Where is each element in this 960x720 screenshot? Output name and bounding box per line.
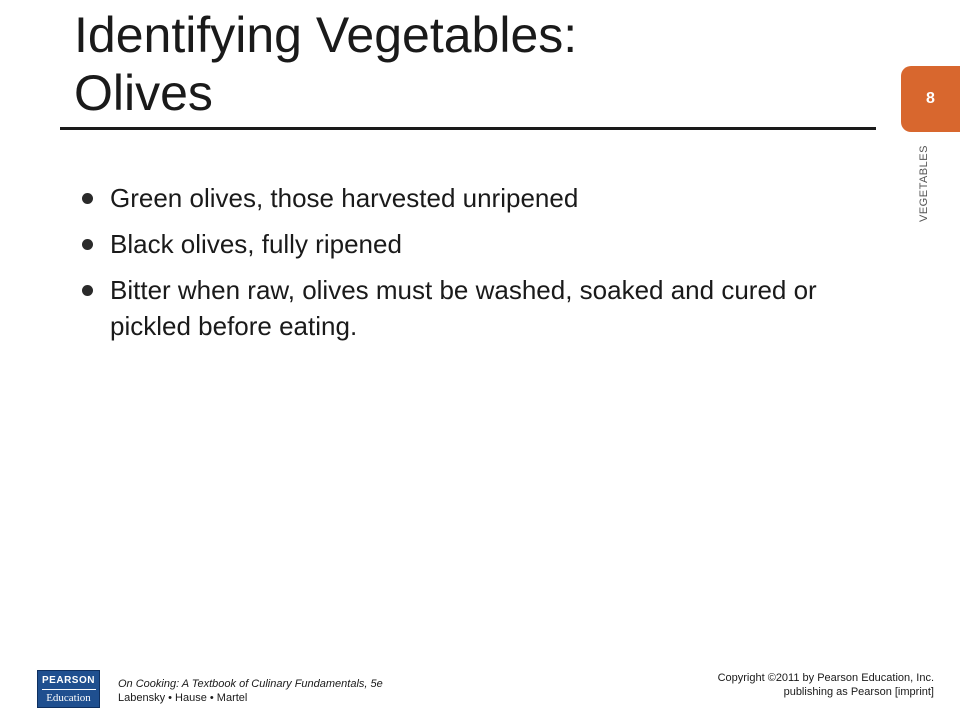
footer-authors: Labensky • Hause • Martel — [118, 692, 248, 704]
chapter-number: 8 — [926, 90, 935, 107]
bullet-text: Green olives, those harvested unripened — [110, 183, 579, 213]
bullet-list — [78, 180, 818, 354]
copyright-line2: publishing as Pearson [imprint] — [783, 686, 934, 698]
bullet-dot-icon — [82, 239, 93, 250]
slide-title-line2: Olives — [74, 65, 213, 121]
bullet-item — [78, 180, 818, 216]
pearson-logo — [37, 670, 100, 708]
bullet-text: Bitter when raw, olives must be washed, soaked and cured or pickled before eating. — [110, 275, 817, 341]
chapter-tab — [901, 66, 960, 132]
bullet-dot-icon — [82, 193, 93, 204]
copyright-line1: Copyright ©2011 by Pearson Education, Inc. — [717, 672, 934, 684]
footer-book-info — [118, 677, 383, 705]
bullet-text: Black olives, fully ripened — [110, 229, 402, 259]
chapter-side-label: VEGETABLES — [918, 145, 930, 222]
title-underline — [60, 127, 876, 130]
footer-book-title: On Cooking: A Textbook of Culinary Fundamentals, 5e — [118, 678, 383, 690]
slide-title — [74, 6, 854, 122]
footer-copyright — [718, 671, 934, 699]
bullet-item — [78, 272, 818, 344]
logo-text-top: PEARSON — [42, 674, 95, 686]
logo-text-bottom: Education — [46, 691, 91, 704]
logo-divider — [42, 689, 96, 690]
bullet-dot-icon — [82, 285, 93, 296]
bullet-item — [78, 226, 818, 262]
slide-title-line1: Identifying Vegetables: — [74, 7, 578, 63]
